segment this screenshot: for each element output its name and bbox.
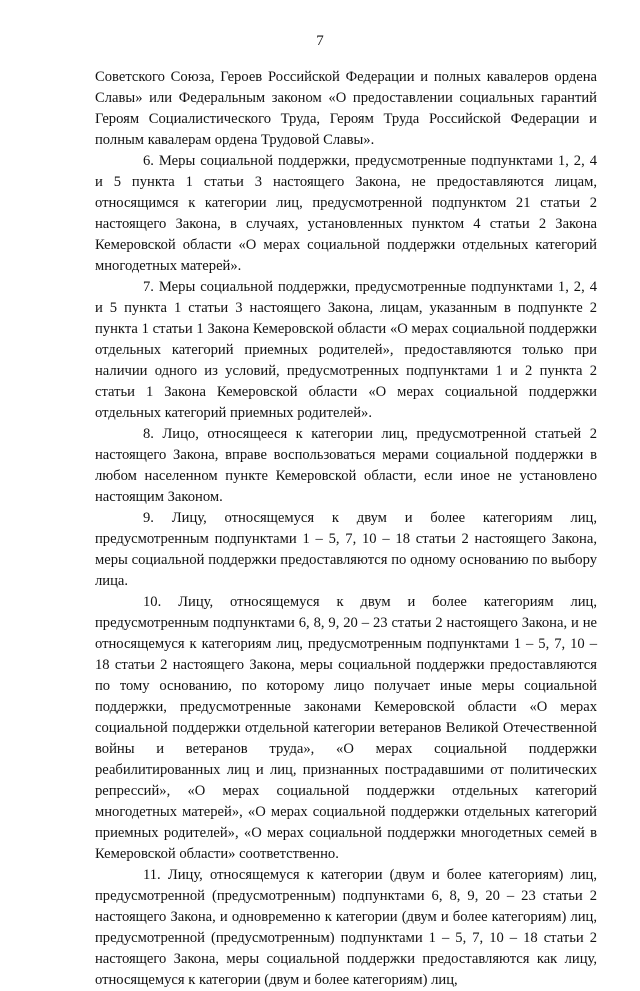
- paragraph-6: 6. Меры социальной поддержки, предусмотренные подпунктами 1, 2, 4 и 5 пункта 1 статьи 3 настоящего Закона, не предоставляются лицам, относящимся к категории лиц, предусмотренной подпунктом 21 статьи 2 настоящего Закона, в случаях, установленных пунктом 4 статьи 2 Закона Кемеровской области «О мерах социальной поддержки отдельных категорий многодетных матерей».: [95, 153, 597, 274]
- paragraph-9: 9. Лицу, относящемуся к двум и более категориям лиц, предусмотренным подпунктами 1 – 5, 7, 10 – 18 статьи 2 настоящего Закона, меры социальной поддержки предоставляются по одному основанию по выбору лица.: [95, 510, 597, 589]
- paragraph-7: 7. Меры социальной поддержки, предусмотренные подпунктами 1, 2, 4 и 5 пункта 1 статьи 3 настоящего Закона, лицам, указанным в подпункте 2 пункта 1 статьи 1 Закона Кемеровской области «О мерах социальной поддержки отдельных категорий приемных родителей», предоставляются только при наличии одного из условий, предусмотренных подпунктами 1 и 2 пункта 2 статьи 1 Закона Кемеровской области «О мерах социальной поддержки отдельных категорий приемных родителей».: [95, 279, 597, 421]
- paragraph-continuation: Советского Союза, Героев Российской Федерации и полных кавалеров ордена Славы» или Федеральным законом «О предоставлении социальных гарантий Героям Социалистического Труда, Героям Труда Российской Федерации и полным кавалерам ордена Трудовой Славы».: [95, 69, 597, 148]
- paragraph-10: 10. Лицу, относящемуся к двум и более категориям лиц, предусмотренным подпунктами 6, 8, 9, 20 – 23 статьи 2 настоящего Закона, и не относящемуся к категориям лиц, предусмотренным подпунктами 1 – 5, 7, 10 – 18 статьи 2 настоящего Закона, меры социальной поддержки предоставляются по тому основанию, по которому лицо получает иные меры социальной поддержки, предусмотренные законами Кемеровской области «О мерах социальной поддержки отдельной категории ветеранов Великой Отечественной войны и ветеранов труда», «О мерах социальной поддержки реабилитированных лиц и лиц, признанных пострадавшими от политических репрессий», «О мерах социальной поддержки отдельных категорий многодетных матерей», «О мерах социальной поддержки отдельных категорий приемных родителей», «О мерах социальной поддержки многодетных семей в Кемеровской области» соответственно.: [95, 594, 597, 862]
- paragraph-11: 11. Лицу, относящемуся к категории (двум и более категориям) лиц, предусмотренной (предусмотренным) подпунктами 6, 8, 9, 20 – 23 статьи 2 настоящего Закона, и одновременно к категории (двум и более категориям) лиц, предусмотренной (предусмотренным) подпунктами 1 – 5, 7, 10 – 18 статьи 2 настоящего Закона, меры социальной поддержки предоставляются как лицу, относящемуся к категории (двум и более категориям) лиц,: [95, 867, 597, 988]
- paragraph-8: 8. Лицо, относящееся к категории лиц, предусмотренной статьей 2 настоящего Закона, вправе воспользоваться мерами социальной поддержки в любом населенном пункте Кемеровской области, если иное не установлено настоящим Законом.: [95, 426, 597, 505]
- document-body: [95, 67, 597, 991]
- page-number: 7: [316, 33, 324, 49]
